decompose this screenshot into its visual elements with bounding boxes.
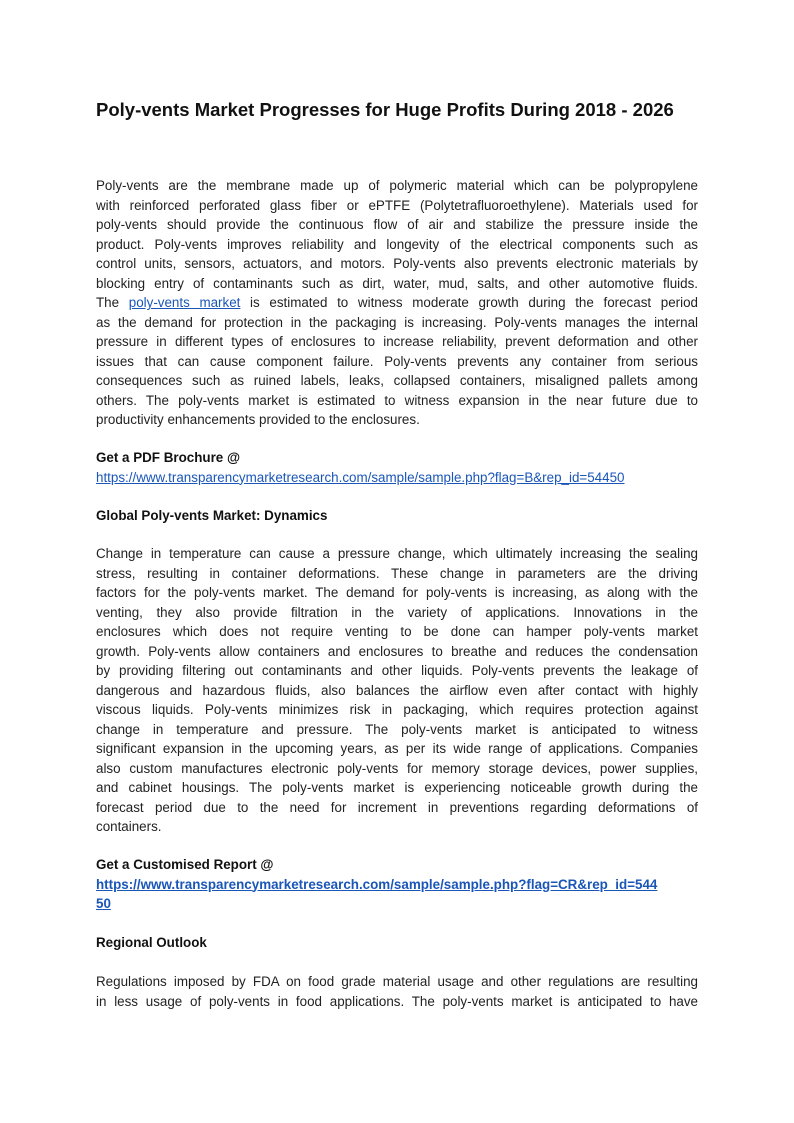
brochure-label: Get a PDF Brochure @	[96, 450, 241, 465]
text-line: others. The poly-vents market is estimated to witness expansion in the near future due to	[96, 392, 698, 408]
dynamics-section	[96, 544, 698, 837]
text-line: by providing filtering out contaminants and other liquids. Poly-vents prevents the leakage of	[96, 663, 698, 678]
text-line: containers.	[96, 819, 162, 834]
text-line: also custom manufactures electronic poly-vents for memory storage devices, power supplies,	[96, 760, 698, 776]
dynamics-heading-block	[96, 506, 698, 526]
text-line: venting, they also provide filtration in the variety of applications. Innovations in the	[96, 604, 698, 620]
regional-heading: Regional Outlook	[96, 935, 207, 950]
dynamics-paragraph	[96, 544, 698, 837]
regional-section	[96, 972, 698, 1011]
text-line: significant expansion in the upcoming years, as per its wide range of applications. Companies	[96, 741, 698, 756]
custom-report-section	[96, 855, 698, 914]
page-title: Poly-vents Market Progresses for Huge Profits During 2018 - 2026	[96, 99, 674, 120]
text-line: pressure in different types of enclosures to increase reliability, prevent deformation and other	[96, 334, 698, 349]
text-line: stress, resulting in container deformations. These change in parameters are the driving	[96, 565, 698, 581]
text-line: dangerous and hazardous fluids, also balances the airflow even after contact with highly	[96, 682, 698, 698]
text-line: factors for the poly-vents market. The demand for poly-vents is increasing, as along with the	[96, 585, 698, 600]
text-line: with reinforced perforated glass fiber or ePTFE (Polytetrafluoroethylene). Materials used for	[96, 197, 698, 213]
text-line: product. Poly-vents improves reliability and longevity of the electrical components such as	[96, 236, 698, 252]
custom-report-label: Get a Customised Report @	[96, 857, 274, 872]
text-line: in less usage of poly-vents in food applications. The poly-vents market is anticipated to have	[96, 993, 698, 1009]
brochure-section	[96, 448, 698, 487]
text-line: viscous liquids. Poly-vents minimizes risk in packaging, which requires protection against	[96, 702, 698, 717]
custom-report-link[interactable]: https://www.transparencymarketresearch.com/sample/sample.php?flag=CR&rep_id=544	[96, 876, 658, 892]
text-line: Change in temperature can cause a pressure change, which ultimately increasing the sealing	[96, 546, 698, 561]
dynamics-heading: Global Poly-vents Market: Dynamics	[96, 508, 328, 523]
intro-paragraph	[96, 176, 698, 430]
text-line: change in temperature and pressure. The poly-vents market is anticipated to witness	[96, 721, 698, 737]
text-line: productivity enhancements provided to the enclosures.	[96, 412, 420, 427]
text-line: blocking entry of contaminants such as dirt, water, mud, salts, and other automotive fluids.	[96, 275, 698, 291]
text-line: control units, sensors, actuators, and motors. Poly-vents also prevents electronic materials by	[96, 256, 698, 271]
text-line: consequences such as ruined labels, leaks, collapsed containers, misaligned pallets among	[96, 373, 698, 388]
regional-heading-block	[96, 933, 698, 953]
intro-section	[96, 176, 698, 430]
text-fragment: is estimated to witness moderate growth during the forecast period	[240, 295, 699, 310]
text-line: enclosures which does not require venting to be done can hamper poly-vents market	[96, 624, 698, 639]
poly-vents-market-link[interactable]: poly-vents market	[128, 295, 241, 310]
text-line: Poly-vents are the membrane made up of polymeric material which can be polypropylene	[96, 178, 698, 193]
text-fragment: The	[96, 295, 129, 310]
text-line	[96, 293, 698, 313]
regional-paragraph	[96, 972, 698, 1011]
custom-report-link-continuation[interactable]: 50	[96, 896, 111, 911]
text-line: issues that can cause component failure. Poly-vents prevents any container from serious	[96, 353, 698, 369]
text-line: poly-vents should provide the continuous flow of air and stabilize the pressure inside the	[96, 217, 698, 232]
text-line: Regulations imposed by FDA on food grade material usage and other regulations are resulting	[96, 974, 698, 989]
brochure-link[interactable]: https://www.transparencymarketresearch.com/sample/sample.php?flag=B&rep_id=54450	[96, 469, 625, 485]
text-line: and cabinet housings. The poly-vents market is experiencing noticeable growth during the	[96, 780, 698, 795]
text-line: forecast period due to the need for increment in preventions regarding deformations of	[96, 799, 698, 815]
text-line: as the demand for protection in the packaging is increasing. Poly-vents manages the internal	[96, 314, 698, 330]
text-line: growth. Poly-vents allow containers and enclosures to breathe and reduces the condensation	[96, 643, 698, 659]
